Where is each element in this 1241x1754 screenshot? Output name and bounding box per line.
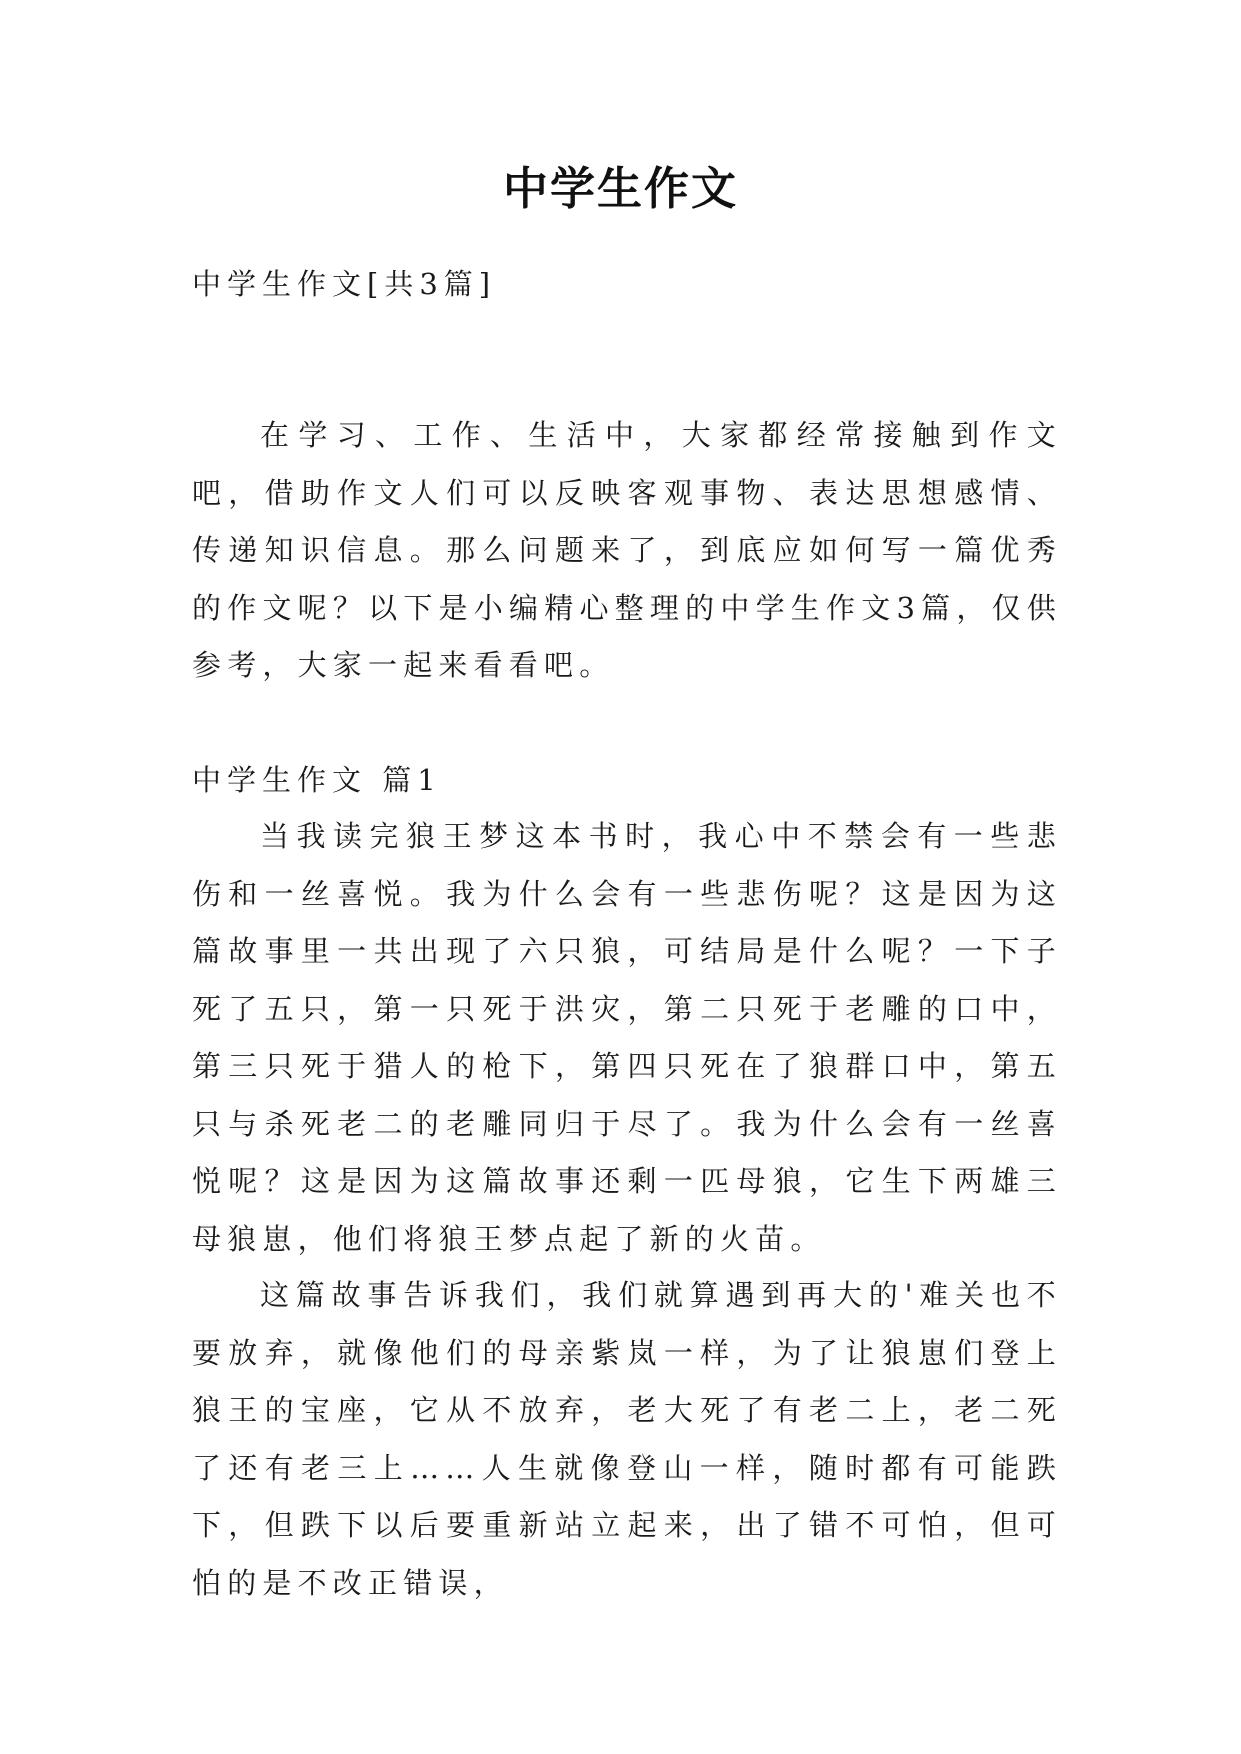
intro-paragraph: 在学习、工作、生活中，大家都经常接触到作文吧，借助作文人们可以反映客观事物、表达思想感情、传递知识信息。那么问题来了，到底应如何写一篇优秀的作文呢？以下是小编精心整理的中学生作文3篇，仅供参考，大家一起来看看吧。	[192, 418, 1062, 682]
section-heading: 中学生作文 篇1	[192, 763, 442, 797]
body-paragraph: 当我读完狼王梦这本书时，我心中不禁会有一些悲伤和一丝喜悦。我为什么会有一些悲伤呢？这是因为这篇故事里一共出现了六只狼，可结局是什么呢？一下子死了五只，第一只死于洪灾，第二只死于老雕的口中，第三只死于猎人的枪下，第四只死在了狼群口中，第五只与杀死老二的老雕同归于尽了。我为什么会有一丝喜悦呢？这是因为这篇故事还剩一匹母狼，它生下两雄三母狼崽，他们将狼王梦点起了新的火苗。	[192, 819, 1062, 1256]
body-paragraph: 这篇故事告诉我们，我们就算遇到再大的'难关也不要放弃，就像他们的母亲紫岚一样，为了让狼崽们登上狼王的宝座，它从不放弃，老大死了有老二上，老二死了还有老三上……人生就像登山一样，随时都有可能跌下，但跌下以后要重新站立起来，出了错不可怕，但可怕的是不改正错误，	[192, 1278, 1062, 1600]
document-subtitle: 中学生作文[共3篇]	[192, 267, 497, 301]
document-title: 中学生作文	[502, 162, 738, 215]
